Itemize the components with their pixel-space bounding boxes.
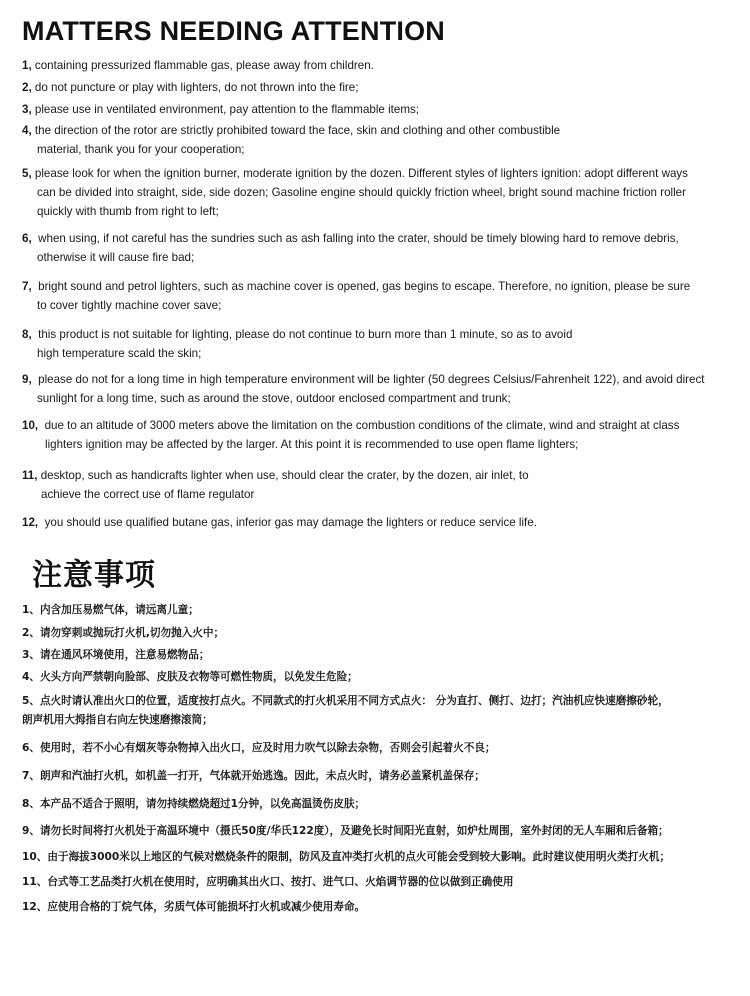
item-text: 2、请勿穿刺或抛玩打火机,切勿抛入火中； bbox=[22, 627, 225, 639]
item-text: do not puncture or play with lighters, do not thrown into the fire; bbox=[34, 81, 359, 94]
item-number: 3, bbox=[22, 103, 32, 116]
item-number: 4, bbox=[22, 124, 32, 137]
chinese-item-8 bbox=[22, 795, 737, 814]
english-item-2 bbox=[22, 78, 737, 97]
english-item-11 bbox=[22, 466, 737, 504]
item-number: 1, bbox=[22, 59, 32, 72]
item-text-continued: material, thank you for your cooperation; bbox=[37, 143, 245, 156]
chinese-item-11 bbox=[22, 873, 737, 892]
item-text-continued: to cover tightly machine cover save; bbox=[37, 299, 222, 312]
english-item-10 bbox=[22, 416, 737, 454]
item-text: 3、请在通风环境使用，注意易燃物品； bbox=[22, 649, 210, 661]
item-text: 12、应使用合格的丁烷气体，劣质气体可能损坏打火机或减少使用寿命。 bbox=[22, 901, 366, 913]
item-text: when using, if not careful has the sundries such as ash falling into the crater, should be timely blowing hard to remove debris, bbox=[38, 232, 679, 245]
item-text-continued: achieve the correct use of flame regulator bbox=[41, 488, 255, 501]
chinese-item-12 bbox=[22, 898, 737, 917]
item-text-continued: can be divided into straight, side, side dozen; Gasoline engine should quickly friction wheel, bright sound machine friction roller bbox=[37, 186, 686, 199]
item-number: 2, bbox=[22, 81, 32, 94]
item-text: 5、点火时请认准出火口的位置，适度按打点火。不同款式的打火机采用不同方式点火： 分为直打、侧打、边打；汽油机应快速磨擦砂轮， bbox=[22, 695, 669, 707]
english-item-9 bbox=[22, 370, 737, 408]
item-text-continued: lighters ignition may be affected by the larger. At this point it is recommended to use open flame lighters; bbox=[45, 438, 579, 451]
item-text: this product is not suitable for lighting, please do not continue to burn more than 1 minute, so as to avoid bbox=[38, 328, 573, 341]
item-text: 4、火头方向严禁朝向脸部、皮肤及衣物等可燃性物质，以免发生危险； bbox=[22, 671, 358, 683]
chinese-item-3 bbox=[22, 646, 737, 665]
item-text-continued: otherwise it will cause fire bad; bbox=[37, 251, 195, 264]
item-text: please do not for a long time in high temperature environment will be lighter (50 degrees Celsius/Fahrenheit 122), and avoid direct bbox=[38, 373, 705, 386]
chinese-item-7 bbox=[22, 767, 737, 786]
english-item-8 bbox=[22, 325, 737, 363]
item-text: containing pressurized flammable gas, please away from children. bbox=[34, 59, 374, 72]
chinese-item-5 bbox=[22, 692, 737, 730]
english-item-4 bbox=[22, 121, 737, 159]
chinese-item-2 bbox=[22, 624, 737, 643]
item-text-continued: high temperature scald the skin; bbox=[37, 347, 202, 360]
item-text: 9、请勿长时间将打火机处于高温环境中（摄氏50度/华氏122度），及避免长时间阳光直射，如炉灶周围，室外封闭的无人车厢和后备箱； bbox=[22, 825, 669, 837]
chinese-item-1 bbox=[22, 601, 737, 620]
english-item-5 bbox=[22, 164, 737, 221]
chinese-item-4 bbox=[22, 668, 737, 687]
english-item-6 bbox=[22, 229, 737, 267]
english-item-12 bbox=[22, 513, 737, 532]
item-text: 7、朗声和汽油打火机，如机盖一打开，气体就开始逃逸。因此，未点火时，请务必盖紧机盖保存； bbox=[22, 770, 485, 782]
item-number: 8, bbox=[22, 328, 32, 341]
item-text-continued: sunlight for a long time, such as around the stove, outdoor enclosed compartment and trunk; bbox=[37, 392, 511, 405]
item-text: desktop, such as handicrafts lighter when use, should clear the crater, by the dozen, air inlet, to bbox=[40, 469, 529, 482]
english-title: MATTERS NEEDING ATTENTION bbox=[22, 16, 445, 46]
chinese-item-9 bbox=[22, 822, 737, 841]
item-text: please look for when the ignition burner, moderate ignition by the dozen. Different styles of lighters ignition: adopt different ways bbox=[34, 167, 688, 180]
item-number: 6, bbox=[22, 232, 32, 245]
item-number: 5, bbox=[22, 167, 32, 180]
item-number: 12, bbox=[22, 516, 39, 529]
item-text: 6、使用时，若不小心有烟灰等杂物掉入出火口，应及时用力吹气以除去杂物，否则会引起着火不良； bbox=[22, 742, 496, 754]
item-text: 8、本产品不适合于照明，请勿持续燃烧超过1分钟，以免高温烫伤皮肤； bbox=[22, 798, 366, 810]
item-number: 11, bbox=[22, 469, 38, 482]
item-text: you should use qualified butane gas, inferior gas may damage the lighters or reduce service life. bbox=[44, 516, 537, 529]
item-number: 10, bbox=[22, 419, 39, 432]
item-number: 7, bbox=[22, 280, 32, 293]
item-number: 9, bbox=[22, 373, 32, 386]
chinese-item-10 bbox=[22, 848, 737, 867]
item-text-continued: 朗声机用大拇指自右向左快速磨擦滚筒； bbox=[22, 714, 213, 726]
english-item-3 bbox=[22, 100, 737, 119]
item-text: please use in ventilated environment, pay attention to the flammable items; bbox=[34, 103, 420, 116]
item-text: 10、由于海拔3000米以上地区的气候对燃烧条件的限制，防风及直冲类打火机的点火可能会受到较大影响。此时建议使用明火类打火机； bbox=[22, 851, 671, 863]
chinese-item-6 bbox=[22, 739, 737, 758]
item-text: due to an altitude of 3000 meters above the limitation on the combustion conditions of the climate, wind and straight at class bbox=[44, 419, 680, 432]
item-text: bright sound and petrol lighters, such as machine cover is opened, gas begins to escape. Therefore, no ignition, please be sure bbox=[38, 280, 691, 293]
item-text: 11、台式等工艺品类打火机在使用时，应明确其出火口、按打、进气口、火焰调节器的位以做到正确使用 bbox=[22, 876, 514, 888]
chinese-title: 注意事项 bbox=[32, 558, 156, 593]
english-item-1 bbox=[22, 56, 737, 75]
english-item-7 bbox=[22, 277, 737, 315]
item-text: 1、内含加压易燃气体，请远离儿童； bbox=[22, 604, 199, 616]
item-text-continued: quickly with thumb from right to left; bbox=[37, 205, 219, 218]
item-text: the direction of the rotor are strictly prohibited toward the face, skin and clothing and other combustible bbox=[34, 124, 561, 137]
